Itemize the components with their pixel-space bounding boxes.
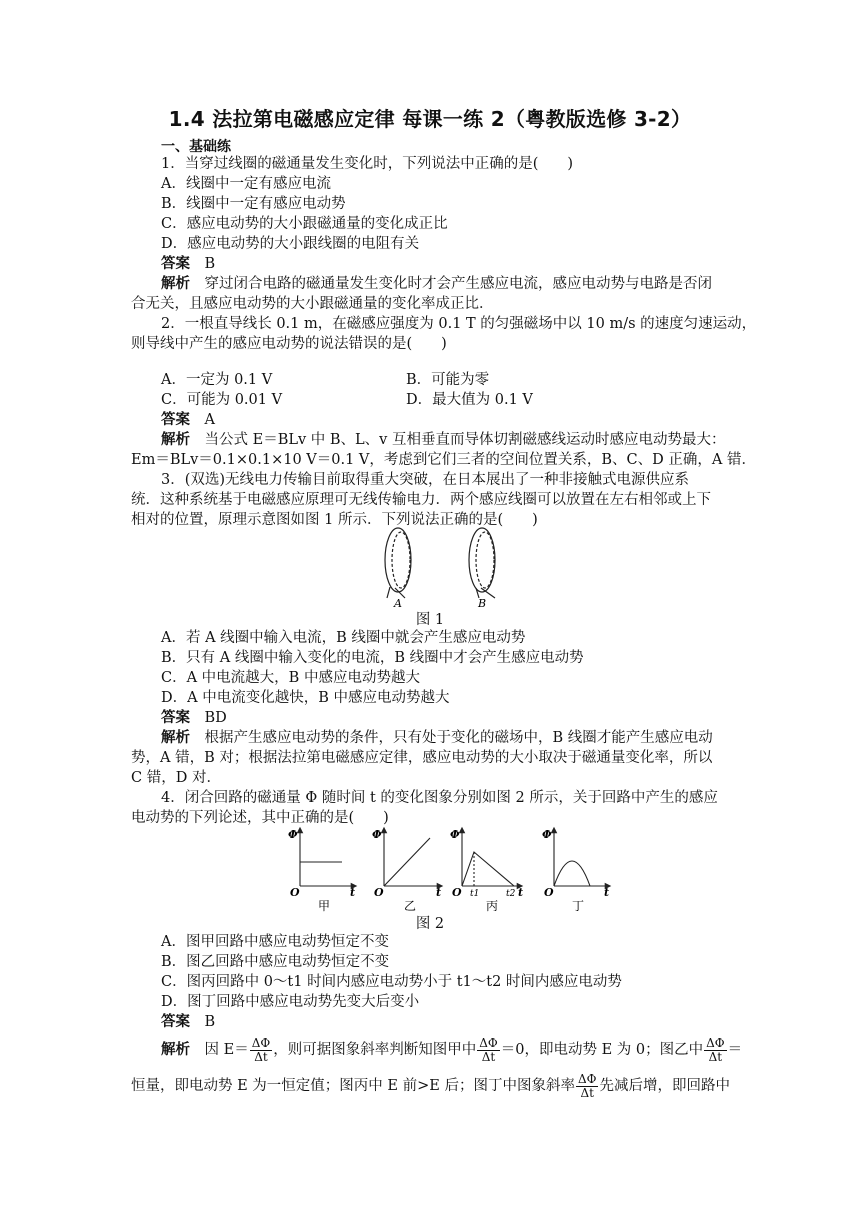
q3-answer (161, 708, 761, 728)
q3-stem-1: 3．(双选)无线电力传输目前取得重大突破，在日本展出了一种非接触式电源供应系 (161, 472, 690, 488)
coil-b-label: B (478, 597, 487, 610)
q3-stem-2: 统．这种系统基于电磁感应原理可无线传输电力．两个感应线圈可以放置在左右相邻或上下 (131, 492, 711, 508)
graph-yi-label: 乙 (404, 899, 417, 913)
q4-option-b: B．图乙回路中感应电动势恒定不变 (161, 954, 390, 970)
answer-label: 答案 (161, 709, 190, 726)
graph-bing-curve (462, 852, 514, 886)
analysis-label: 解析 (161, 431, 190, 448)
section-heading: 一、基础练 (161, 139, 231, 155)
graph-yi-curve (384, 838, 430, 886)
q2-analysis (161, 430, 761, 450)
answer-label: 答案 (161, 411, 190, 428)
figure-2-caption: 图 2 (415, 916, 445, 932)
graph-ding-origin: O (544, 886, 554, 899)
q2-option-d: D．最大值为 0.1 V (406, 392, 533, 408)
q3-analysis-cont-1: 势，A 错，B 对；根据法拉第电磁感应定律，感应电动势的大小取决于磁通量变化率，所以 (131, 750, 713, 766)
q1-option-c: C．感应电动势的大小跟磁通量的变化成正比 (161, 216, 448, 232)
answer-value: A (204, 412, 215, 428)
q3-analysis-cont-2: C 错，D 对． (131, 770, 221, 786)
q1-analysis (161, 274, 761, 294)
graph-jia-origin: O (290, 886, 300, 899)
q4-option-d: D．图丁回路中感应电动势先变大后变小 (161, 994, 420, 1010)
q1-stem: 1．当穿过线圈的磁通量发生变化时，下列说法中正确的是( ) (161, 156, 574, 172)
answer-value: BD (204, 710, 227, 726)
q2-analysis-cont: Em＝BLv＝0.1×0.1×10 V＝0.1 V，考虑到它们三者的空间位置关系，B、C、D 正确，A 错． (131, 452, 756, 468)
answer-label: 答案 (161, 1013, 190, 1030)
q2-stem-2: 则导线中产生的感应电动势的说法错误的是( ) (131, 336, 447, 352)
graph-jia (300, 830, 354, 886)
graph-ding-y: Φ (542, 828, 552, 841)
analysis-text: 根据产生感应电动势的条件，只有处于变化的磁场中，B 线圈才能产生感应电动 (204, 730, 713, 746)
graph-ding (554, 830, 608, 886)
q1-option-a: A．线圈中一定有感应电流 (161, 176, 331, 192)
graph-bing-t1: t1 (470, 889, 480, 899)
graph-bing-t2: t2 (506, 889, 516, 899)
q3-option-d: D．A 中电流变化越快，B 中感应电动势越大 (161, 690, 450, 706)
analysis-text: 先减后增，即回路中 (599, 1078, 730, 1094)
q2-stem-1: 2．一根直导线长 0.1 m，在磁感应强度为 0.1 T 的匀强磁场中以 10 m/s 的速度匀速运动， (161, 316, 757, 332)
analysis-text: 穿过闭合电路的磁通量发生变化时才会产生感应电流，感应电动势与电路是否闭 (204, 276, 712, 292)
fraction-dphi-dt: $\frac{\Delta\Phi}{\Delta t}$ (251, 1035, 271, 1064)
graph-ding-x: t (604, 886, 610, 899)
page-title: 1.4 法拉第电磁感应定律 每课一练 2（粤教版选修 3-2） (168, 107, 692, 131)
phi-t-graphs (282, 822, 622, 914)
q3-option-c: C．A 中电流越大，B 中感应电动势越大 (161, 670, 420, 686)
q4-stem-2: 电动势的下列论述，其中正确的是( ) (131, 810, 389, 826)
coil-a (385, 528, 411, 598)
q1-option-d: D．感应电动势的大小跟线圈的电阻有关 (161, 236, 420, 252)
coil-a-label: A (394, 597, 402, 610)
graph-bing-x: t (518, 886, 524, 899)
analysis-text: 因 E＝ (204, 1042, 249, 1058)
q4-analysis (161, 1036, 761, 1064)
q3-option-a: A．若 A 线圈中输入电流，B 线圈中就会产生感应电动势 (161, 630, 526, 646)
graph-yi-y: Φ (372, 828, 382, 841)
answer-label: 答案 (161, 255, 190, 272)
graph-yi (384, 830, 440, 886)
q2-option-b: B．可能为零 (406, 372, 490, 388)
analysis-text: ＝ (727, 1042, 743, 1058)
q4-option-c: C．图丙回路中 0～t1 时间内感应电动势小于 t1～t2 时间内感应电动势 (161, 974, 622, 990)
q4-analysis-cont (131, 1072, 731, 1100)
fraction-dphi-dt: $\frac{\Delta\Phi}{\Delta t}$ (706, 1035, 725, 1064)
analysis-text: ＝0，即电动势 E 为 0；图乙中 (500, 1042, 704, 1058)
coil-b (469, 528, 495, 598)
graph-bing-y: Φ (450, 828, 460, 841)
analysis-text: 恒量，即电动势 E 为一恒定值；图丙中 E 前>E 后；图丁中图象斜率 (131, 1078, 575, 1094)
graph-ding-curve (554, 861, 590, 886)
graph-yi-origin: O (374, 886, 384, 899)
graph-bing (462, 830, 520, 886)
q1-answer (161, 254, 761, 274)
answer-value: B (204, 256, 216, 272)
fraction-dphi-dt: $\frac{\Delta\Phi}{\Delta t}$ (577, 1071, 597, 1100)
q3-analysis (161, 728, 761, 748)
graph-jia-x: t (350, 886, 356, 899)
answer-value: B (204, 1014, 216, 1030)
q4-stem-1: 4．闭合回路的磁通量 Φ 随时间 t 的变化图象分别如图 2 所示，关于回路中产生的感应 (161, 790, 718, 806)
analysis-text: ，则可据图象斜率判断知图甲中 (273, 1042, 477, 1058)
q2-option-a: A．一定为 0.1 V (161, 372, 273, 388)
q4-answer (161, 1012, 761, 1032)
analysis-label: 解析 (161, 1041, 190, 1058)
fraction-dphi-dt: $\frac{\Delta\Phi}{\Delta t}$ (479, 1035, 498, 1064)
q2-answer (161, 410, 761, 430)
coils-figure (360, 525, 520, 610)
graph-jia-y: Φ (288, 828, 298, 841)
analysis-label: 解析 (161, 729, 190, 746)
graph-bing-origin: O (452, 886, 462, 899)
analysis-label: 解析 (161, 275, 190, 292)
graph-jia-label: 甲 (318, 899, 331, 913)
q1-option-b: B．线圈中一定有感应电动势 (161, 196, 346, 212)
q4-option-a: A．图甲回路中感应电动势恒定不变 (161, 934, 389, 950)
q3-option-b: B．只有 A 线圈中输入变化的电流，B 线圈中才会产生感应电动势 (161, 650, 584, 666)
figure-1-caption: 图 1 (415, 612, 445, 628)
q1-analysis-cont: 合无关，且感应电动势的大小跟磁通量的变化率成正比． (131, 296, 494, 312)
graph-yi-x: t (436, 886, 442, 899)
q3-stem-3: 相对的位置，原理示意图如图 1 所示．下列说法正确的是( ) (131, 512, 538, 528)
graph-ding-label: 丁 (572, 899, 585, 913)
graph-bing-label: 丙 (486, 899, 499, 913)
analysis-text: 当公式 E＝BLv 中 B、L、v 互相垂直而导体切割磁感线运动时感应电动势最大： (204, 432, 726, 448)
q2-option-c: C．可能为 0.01 V (161, 392, 283, 408)
